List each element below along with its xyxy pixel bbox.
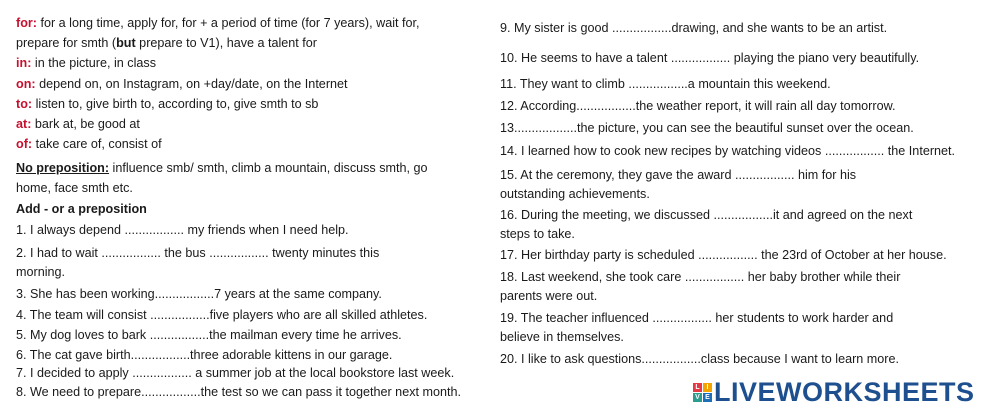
rule-at-text: bark at, be good at [31,117,140,131]
exercise-line: steps to take. [500,227,575,241]
exercise-line: 14. I learned how to cook new recipes by watching videos ................. the Internet. [500,144,956,158]
exercise-line: 12. According.................the weather report, it will rain all day tomorrow. [500,99,896,113]
rule-for-cont [16,35,317,51]
exercise-line: 13..................the picture, you can see the beautiful sunset over the ocean. [500,121,914,135]
exercise-line: 7. I decided to apply ................. a summer job at the local bookstore last week. [16,366,455,380]
exercise-line: 4. The team will consist .................five players who are all skilled athletes. [16,308,428,322]
rule-for-text: for a long time, apply for, for + a period of time (for 7 years), wait for, [36,16,420,30]
logo-tile: L [693,383,702,392]
exercise-line: 9. My sister is good .................drawing, and she wants to be an artist. [500,21,888,35]
rule-nop-text: influence smb/ smth, climb a mountain, discuss smth, go [109,161,428,175]
logo-wordmark: LIVEWORKSHEETS [714,376,975,407]
rule-at-label: at: [16,117,32,131]
exercise-line: 17. Her birthday party is scheduled ................. the 23rd of October at her house. [500,248,947,262]
logo-tile: I [703,383,712,392]
rule-of-text: take care of, consist of [32,137,162,151]
rule-in-text: in the picture, in class [31,56,156,70]
rule-for-but: but [116,36,136,50]
rule-for [16,15,420,31]
exercise-line: 3. She has been working.................7 years at the same company. [16,287,382,301]
exercise-line: believe in themselves. [500,330,624,344]
rule-for-text2b: prepare to V1), have a talent for [135,36,318,50]
exercise-line: 19. The teacher influenced ................. her students to work harder and [500,311,894,325]
rule-of-label: of: [16,137,33,151]
rule-to-label: to: [16,97,33,111]
liveworksheets-logo [693,377,975,407]
exercise-line: parents were out. [500,289,598,303]
exercise-line: morning. [16,265,65,279]
rule-in [16,55,156,71]
rule-for-text2a: prepare for smth ( [16,36,117,50]
instruction-heading: Add - or a preposition [16,202,147,216]
rule-to-text: listen to, give birth to, according to, give smth to sb [32,97,319,111]
exercise-line: 5. My dog loves to bark .................the mailman every time he arrives. [16,328,402,342]
exercise-line: 16. During the meeting, we discussed .................it and agreed on the next [500,208,913,222]
logo-tile: V [693,393,702,402]
exercise-line: 18. Last weekend, she took care ................. her baby brother while their [500,270,901,284]
exercise-line: 2. I had to wait ................. the bus ................. twenty minutes this [16,246,380,260]
rule-at [16,116,140,132]
exercise-line: 1. I always depend ................. my friends when I need help. [16,223,349,237]
logo-tiles-icon [693,383,712,402]
rule-on [16,76,348,92]
rule-for-label: for: [16,16,37,30]
rule-no-preposition-cont [16,180,133,196]
rule-no-preposition [16,160,428,176]
exercise-line: 10. He seems to have a talent ................. playing the piano very beautifully. [500,51,920,65]
rule-on-label: on: [16,77,36,91]
exercise-line: 6. The cat gave birth.................three adorable kittens in our garage. [16,348,393,362]
rule-of [16,136,162,152]
rule-nop-label: No preposition: [16,161,110,175]
exercise-line: 15. At the ceremony, they gave the award ................. him for his [500,168,857,182]
rule-to [16,96,318,112]
exercise-line: 11. They want to climb .................a mountain this weekend. [500,77,831,91]
rule-on-text: depend on, on Instagram, on +day/date, on the Internet [35,77,348,91]
exercise-line: 8. We need to prepare.................the test so we can pass it together next month. [16,385,461,399]
exercise-line: outstanding achievements. [500,187,650,201]
logo-tile: E [703,393,712,402]
rule-in-label: in: [16,56,32,70]
rule-nop-text2: home, face smth etc. [16,181,133,195]
exercise-line: 20. I like to ask questions.................class because I want to learn more. [500,352,899,366]
